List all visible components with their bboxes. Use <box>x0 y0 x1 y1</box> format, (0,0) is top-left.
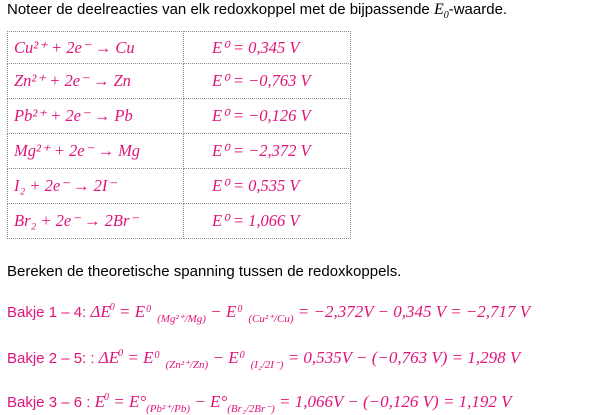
calculation-line-1 <box>7 302 530 325</box>
calc-lhs: E <box>94 392 105 411</box>
intro-text: Noteer de deelreacties van elk redoxkoppel met de bijpassende <box>7 1 434 18</box>
calc-term2: E <box>225 302 237 321</box>
reaction-cell: Br₂ + 2e⁻ → 2Br⁻ <box>8 204 184 239</box>
calc-term1: E <box>134 302 146 321</box>
table-row <box>8 64 351 99</box>
reaction-cell: Mg²⁺ + 2e⁻ → Mg <box>8 134 184 169</box>
reaction-cell: Cu²⁺ + 2e⁻ → Cu <box>8 32 184 64</box>
intro-E: E <box>433 1 444 18</box>
calc-result: = −2,372V − 0,345 V = −2,717 V <box>293 302 531 321</box>
calculation-line-3 <box>7 392 512 415</box>
calc-lhs-sup: 0 <box>118 348 124 359</box>
calc-term1-sup: 0 <box>154 350 160 361</box>
calc-formula <box>90 302 531 325</box>
reaction-cell: I₂ + 2e⁻ → 2I⁻ <box>8 169 184 204</box>
potential-cell: E⁰ = 0,345 V <box>184 32 351 64</box>
intro-instruction <box>7 0 507 26</box>
calc-lhs: ΔE <box>98 348 120 367</box>
calculation-line-2 <box>7 348 520 371</box>
calc-minus: − <box>205 302 226 321</box>
table-row <box>8 169 351 204</box>
calc-term1: E <box>143 348 154 367</box>
calc-term1-sup: 0 <box>146 304 152 315</box>
table-row <box>8 134 351 169</box>
calc-term1: E° <box>128 392 147 411</box>
calc-minus: − <box>208 348 229 367</box>
table-row <box>8 99 351 134</box>
potential-cell: E⁰ = −0,126 V <box>184 99 351 134</box>
reaction-cell: Zn²⁺ + 2e⁻ → Zn <box>8 64 184 99</box>
calc-term1-sub: (Zn²⁺/Zn) <box>165 359 209 371</box>
section-heading: Bereken de theoretische spanning tussen de redoxkoppels. <box>7 263 402 280</box>
potential-cell: E⁰ = −0,763 V <box>184 64 351 99</box>
calc-label: Bakje 1 – 4: <box>7 304 91 321</box>
intro-math-E <box>433 1 449 22</box>
potential-cell: E⁰ = 0,535 V <box>184 169 351 204</box>
calc-lhs-sup: 0 <box>109 302 115 313</box>
calc-term1-sub: (Mg²⁺/Mg) <box>157 313 206 325</box>
calc-eq: = <box>123 348 144 367</box>
calc-eq: = <box>108 392 129 411</box>
intro-text-after: -waarde. <box>448 1 508 18</box>
calc-term2: E <box>228 348 239 367</box>
calc-formula <box>94 392 512 415</box>
calc-term2-sup: 0 <box>237 304 243 315</box>
calc-lhs-sup: 0 <box>103 392 109 403</box>
calc-result: = 1,066V − (−0,126 V) = 1,192 V <box>274 392 512 411</box>
table-row <box>8 32 351 64</box>
calc-label: Bakje 2 – 5: : <box>7 350 99 367</box>
calc-eq: = <box>114 302 135 321</box>
calc-term2: E° <box>210 392 228 411</box>
calc-lhs: ΔE <box>90 302 111 321</box>
potential-cell: E⁰ = 1,066 V <box>184 204 351 239</box>
calc-term2-sup: 0 <box>239 350 245 361</box>
calc-term2-sub: (Cu²⁺/Cu) <box>248 313 294 325</box>
calc-formula <box>98 348 521 371</box>
calc-term1-sub: (Pb²⁺/Pb) <box>146 403 191 415</box>
potential-cell: E⁰ = −2,372 V <box>184 134 351 169</box>
calc-result: = 0,535V − (−0,763 V) = 1,298 V <box>283 348 521 367</box>
calc-minus: − <box>190 392 211 411</box>
table-row <box>8 204 351 239</box>
reaction-cell: Pb²⁺ + 2e⁻ → Pb <box>8 99 184 134</box>
calc-term2-sub: (I₂/2I⁻) <box>250 359 284 371</box>
calc-label: Bakje 3 – 6 : <box>7 394 95 411</box>
redox-table <box>7 31 351 239</box>
intro-E-sub: 0 <box>443 10 449 22</box>
calc-term2-sub: (Br₂/2Br⁻) <box>227 403 275 415</box>
